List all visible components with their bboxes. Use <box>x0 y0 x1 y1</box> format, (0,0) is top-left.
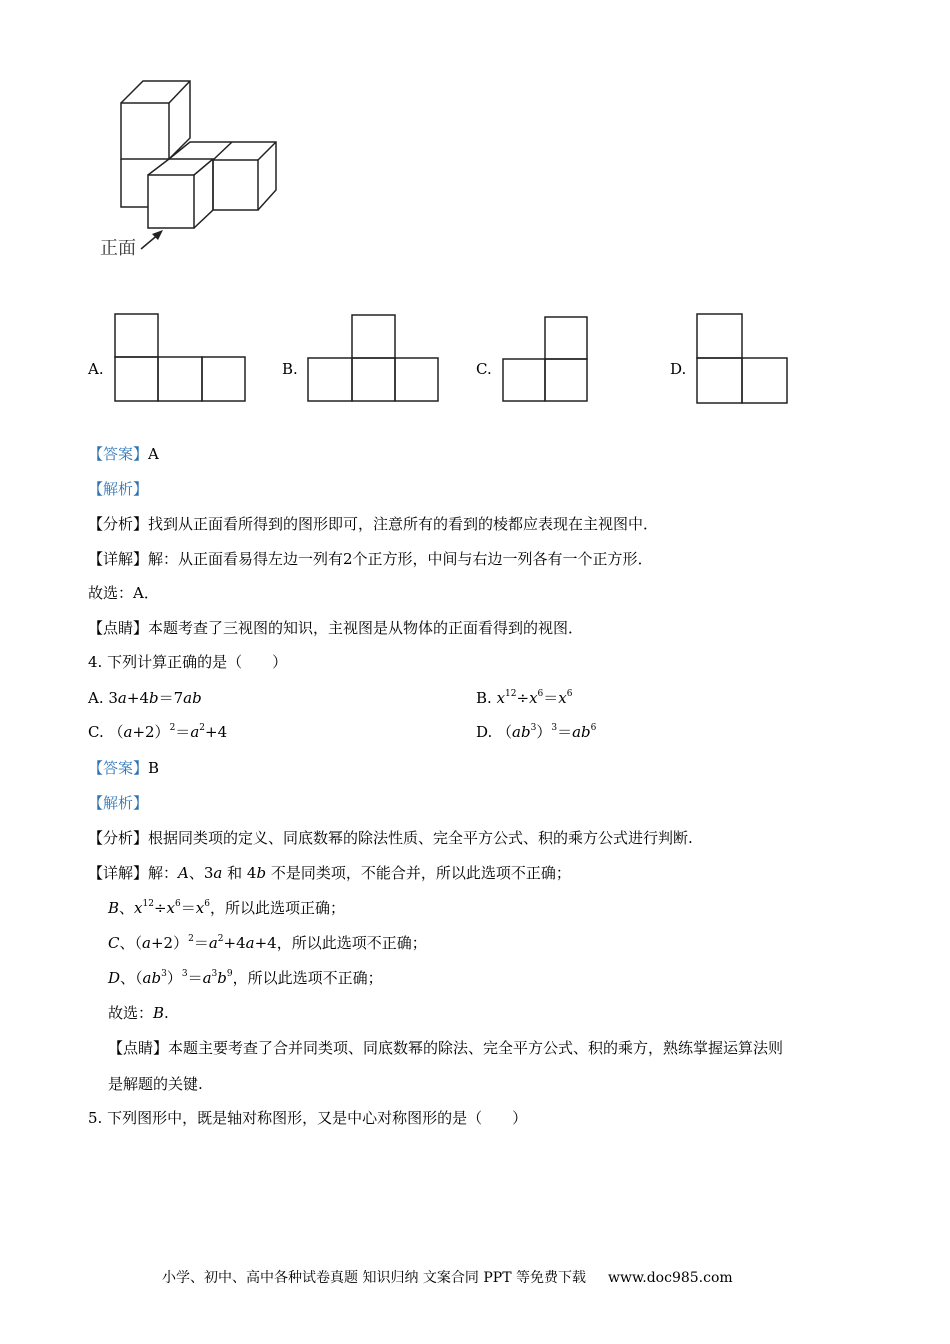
q4-detail-b: B、$x^{12}\div x^6=x^6$，所以此选项正确； <box>108 899 345 917</box>
q3-choose: 故选：A． <box>88 584 159 602</box>
q4-option-c: C. $(a+2)^2=a^2+4$ <box>88 723 228 741</box>
q3-jiexi: 【解析】 <box>88 480 149 498</box>
q4-detail-d: D、$(ab^3)^3=a^3b^9$，所以此选项不正确； <box>108 969 383 987</box>
q4-jiexi: 【解析】 <box>88 794 149 812</box>
option-d-figure <box>0 0 800 410</box>
q4-option-d: D. $(ab^3)^3=ab^6$ <box>476 723 597 741</box>
q4-option-a: A. 3a+4b＝7ab <box>88 689 202 707</box>
q4-detail-c: C、$(a+2)^2=a^2+4a+4$，所以此选项不正确； <box>108 934 427 952</box>
q3-comment: 【点睛】本题考查了三视图的知识，主视图是从物体的正面看得到的视图． <box>88 619 584 637</box>
option-c-label: C. <box>476 360 492 378</box>
footer-text: 小学、初中、高中各种试卷真题 知识归纳 文案合同 PPT 等免费下载 <box>162 1270 586 1286</box>
q4-analysis: 【分析】根据同类项的定义、同底数幂的除法性质、完全平方公式、积的乘方公式进行判断. <box>88 829 693 847</box>
option-a-label: A. <box>88 360 104 378</box>
q4-choose: 故选：B. <box>108 1004 169 1022</box>
option-d-label: D. <box>670 360 687 378</box>
q3-detail: 【详解】解：从正面看易得左边一列有2个正方形，中间与右边一列各有一个正方形． <box>88 550 653 568</box>
q4-detail-a: 【详解】解：A、3a 和 4b 不是同类项，不能合并，所以此选项不正确； <box>88 864 571 882</box>
q4-stem: 4. 下列计算正确的是（ ） <box>88 653 288 671</box>
q3-analysis: 【分析】找到从正面看所得到的图形即可，注意所有的看到的棱都应表现在主视图中． <box>88 515 659 533</box>
q4-option-b: B. $x^{12}\div x^6=x^6$ <box>476 689 573 707</box>
footer <box>162 1268 733 1288</box>
q5-stem: 5. 下列图形中，既是轴对称图形，又是中心对称图形的是（ ） <box>88 1109 528 1127</box>
q4-comment-cont: 是解题的关键. <box>108 1075 203 1093</box>
footer-url[interactable]: www.doc985.com <box>607 1270 733 1286</box>
front-label: 正面 <box>100 238 136 259</box>
q4-comment: 【点睛】本题主要考查了合并同类项、同底数幂的除法、完全平方公式、积的乘方，熟练掌握运算法则 <box>108 1039 784 1057</box>
option-b-label: B. <box>282 360 298 378</box>
q3-answer: 【答案】A <box>88 445 159 463</box>
q4-answer: 【答案】B <box>88 759 160 777</box>
